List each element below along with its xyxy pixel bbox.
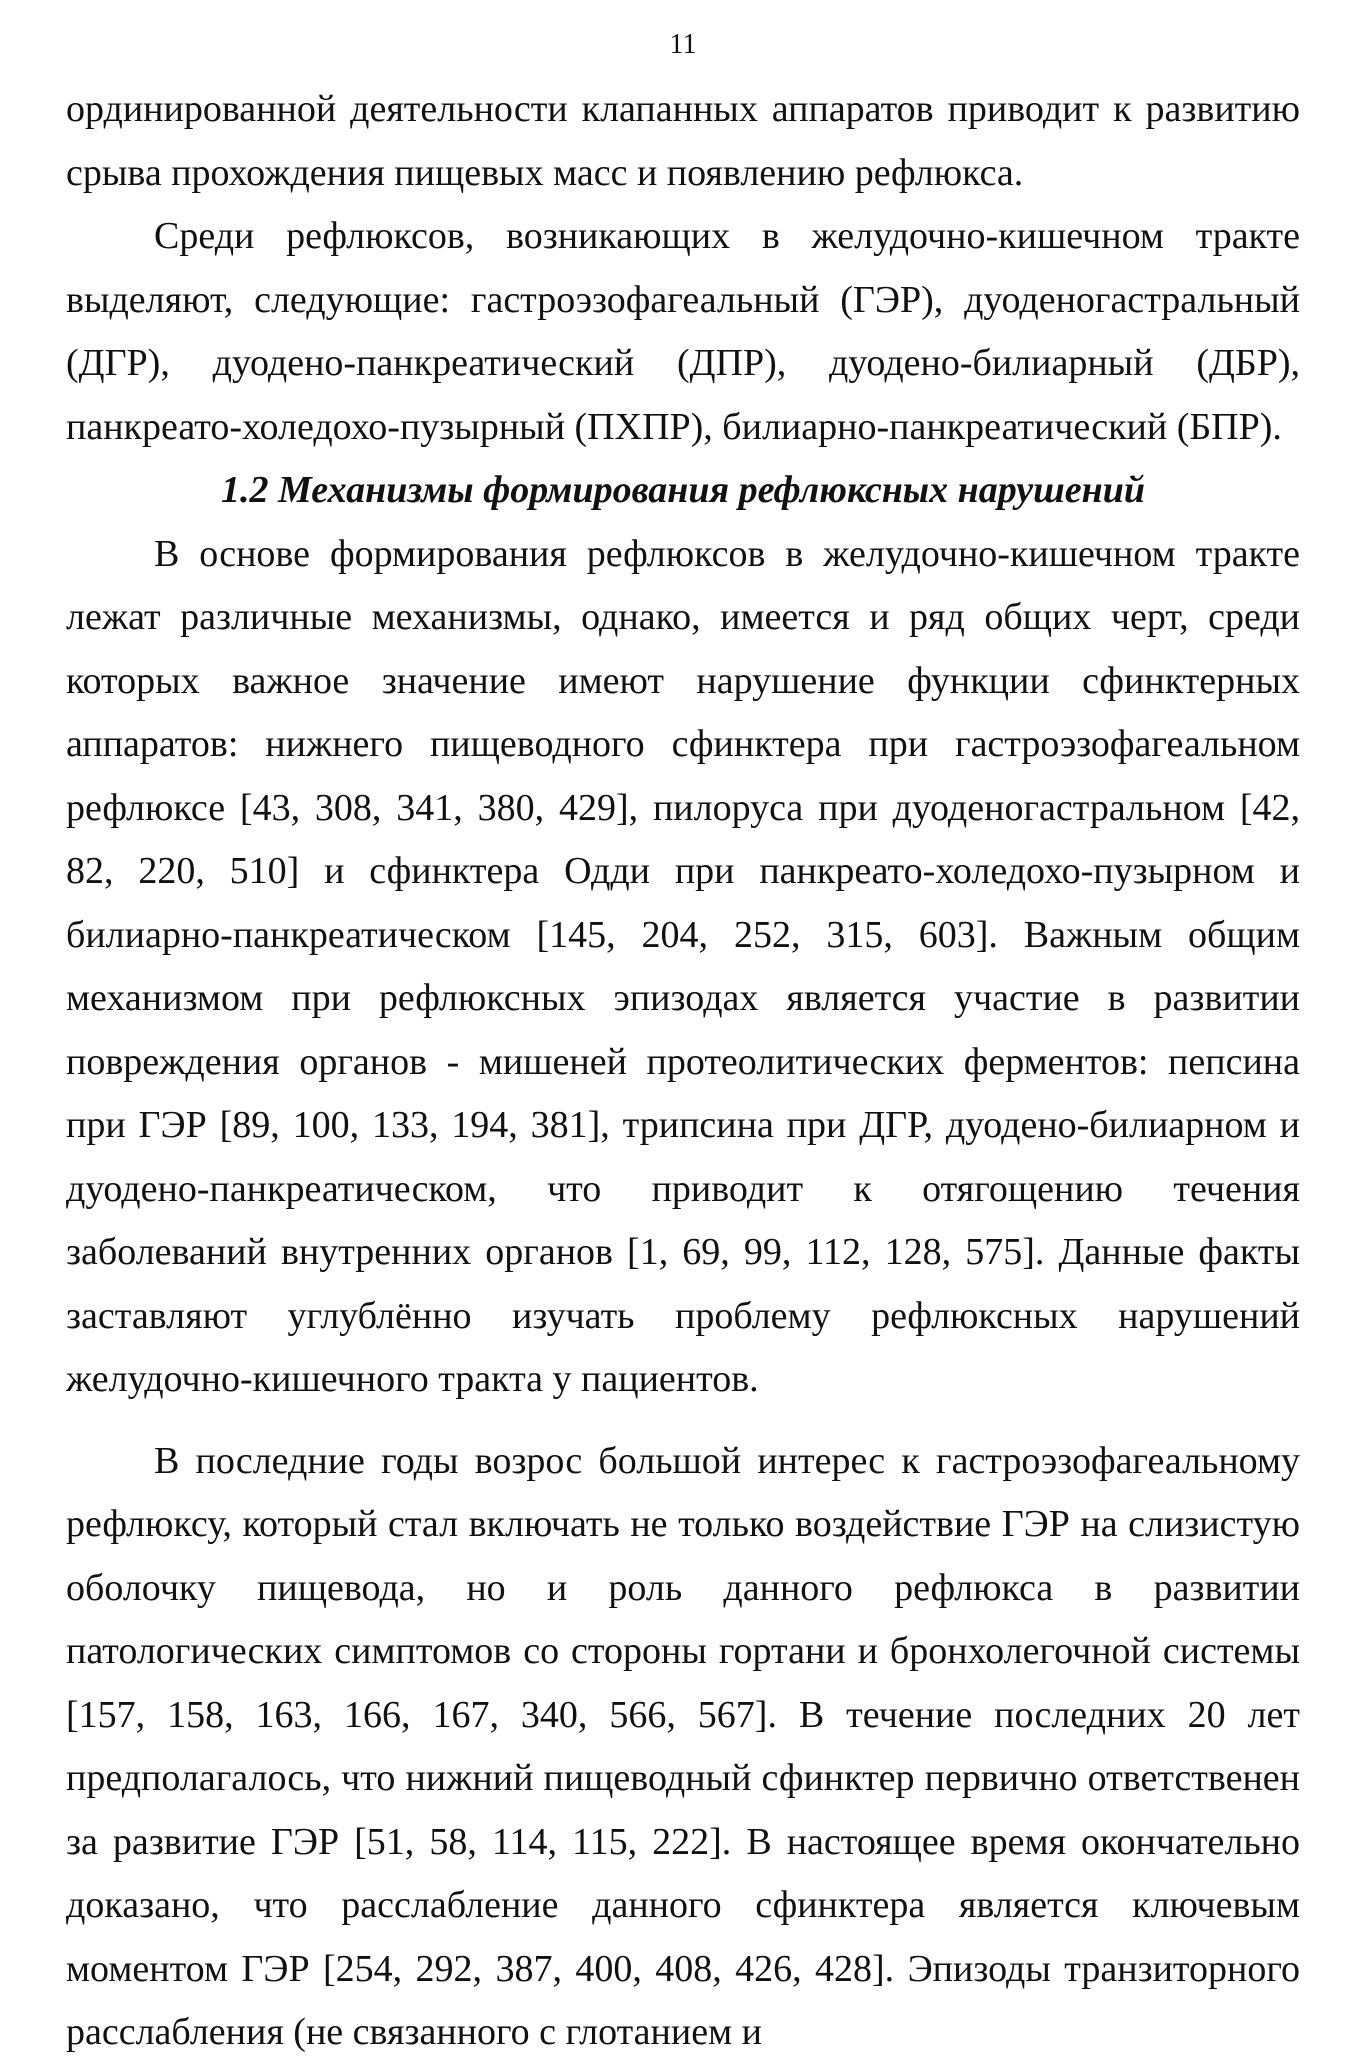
page-number: 11 [669, 29, 697, 60]
paragraph-continuation: ординированной деятельности клапанных аппаратов приводит к развитию срыва прохождения пищевых масс и появлению рефлюкса. [66, 88, 1300, 194]
document-page [66, 0, 1300, 2053]
section-heading: 1.2 Механизмы формирования рефлюксных нарушений [220, 469, 1146, 511]
paragraph-ger-interest: В последние годы возрос большой интерес к гастроэзофагеальному рефлюксу, который стал включать не только воздействие ГЭР на слизистую оболочку пищевода, но и роль данного рефлюкса в развитии патологических симптомов со стороны гортани и бронхолегочной системы [157, 158, 163, 166, 167, 340, 566, 567]. В течение последних 20 лет предполагалось, что нижний пищеводный сфинктер первично ответственен за развитие ГЭР [51, 58, 114, 115, 222]. В настоящее время окончательно доказано, что расслабление данного сфинктера является ключевым моментом ГЭР [254, 292, 387, 400, 408, 426, 428]. Эпизоды транзиторного расслабления (не связанного с глотанием и [66, 1439, 1300, 2053]
document-body [66, 78, 1300, 2065]
paragraph-reflux-types: Среди рефлюксов, возникающих в желудочно-кишечном тракте выделяют, следующие: гастроэзофагеальный (ГЭР), дуоденогастральный (ДГР), дуодено-панкреатический (ДПР), дуодено-билиарный (ДБР), панкреато-холедохо-пузырный (ПХПР), билиарно-панкреатический (БПР). [66, 215, 1300, 448]
paragraph-mechanisms: В основе формирования рефлюксов в желудочно-кишечном тракте лежат различные механизмы, однако, имеется и ряд общих черт, среди которых важное значение имеют нарушение функции сфинктерных аппаратов: нижнего пищеводного сфинктера при гастроэзофагеальном рефлюксе [43, 308, 341, 380, 429], пилоруса при дуоденогастральном [42, 82, 220, 510] и сфинктера Одди при панкреато-холедохо-пузырном и билиарно-панкреатическом [145, 204, 252, 315, 603]. Важным общим механизмом при рефлюксных эпизодах является участие в развитии повреждения органов - мишеней протеолитических ферментов: пепсина при ГЭР [89, 100, 133, 194, 381], трипсина при ДГР, дуодено-билиарном и дуодено-панкреатическом, что приводит к отягощению течения заболеваний внутренних органов [1, 69, 99, 112, 128, 575]. Данные факты заставляют углублённо изучать проблему рефлюксных нарушений желудочно-кишечного тракта у пациентов. [66, 532, 1300, 1400]
